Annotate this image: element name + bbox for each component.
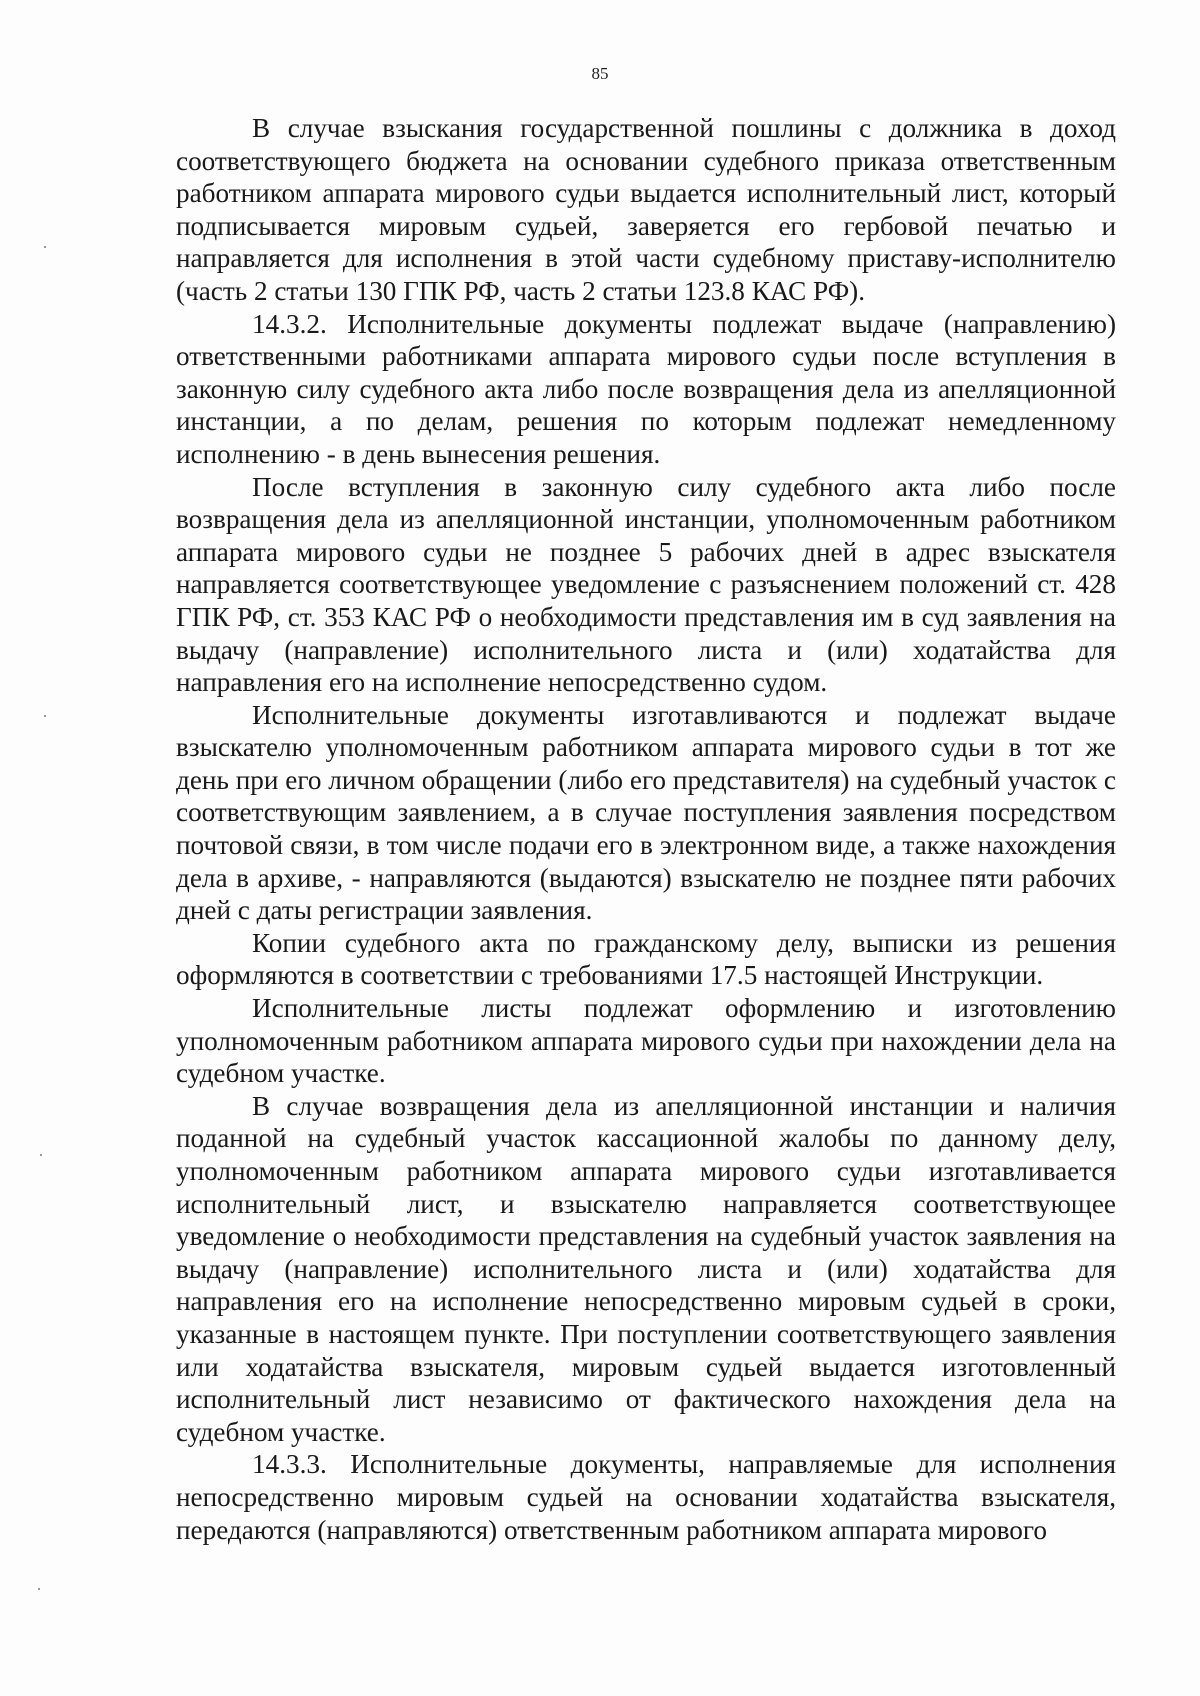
scan-speck xyxy=(38,1588,40,1590)
paragraph: После вступления в законную силу судебного акта либо после возвращения дела из апелляционной инстанции, уполномоченным работником аппарата мирового судьи не позднее 5 рабочих дней в адрес взыскателя направляется соответствующее уведомление с разъяснением положений ст. 428 ГПК РФ, ст. 353 КАС РФ о необходимости представления им в суд заявления на выдачу (направление) исполнительного листа и (или) ходатайства для направления его на исполнение непосредственно судом. xyxy=(176,471,1116,698)
page-number: 85 xyxy=(591,64,609,83)
paragraph: Исполнительные листы подлежат оформлению и изготовлению уполномоченным работником аппарата мирового судьи при нахождении дела на судебном участке. xyxy=(176,993,1116,1089)
paragraph: В случае взыскания государственной пошлины с должника в доход соответствующего бюджета на основании судебного приказа ответственным работником аппарата мирового судьи выдается исполнительный лист, который подписывается мировым судьей, заверяется его гербовой печатью и направляется для исполнения в этой части судебному приставу-исполнителю (часть 2 статьи 130 ГПК РФ, часть 2 статьи 123.8 КАС РФ). xyxy=(176,113,1116,306)
paragraph: Копии судебного акта по гражданскому делу, выписки из решения оформляются в соответствии с требованиями 17.5 настоящей Инструкции. xyxy=(176,927,1116,991)
document-body xyxy=(176,112,1116,1546)
scan-speck xyxy=(40,1154,42,1156)
paragraph: В случае возвращения дела из апелляционной инстанции и наличия поданной на судебный участок кассационной жалобы по данному делу, уполномоченным работником аппарата мирового судьи изготавливается исполнительный лист, и взыскателю направляется соответствующее уведомление о необходимости представления на судебный участок заявления на выдачу (направление) исполнительного листа и (или) ходатайства для направления его на исполнение непосредственно мировым судьей в сроки, указанные в настоящем пункте. При поступлении соответствующего заявления или ходатайства взыскателя, мировым судьей выдается изготовленный исполнительный лист независимо от фактического нахождения дела на судебном участке. xyxy=(176,1090,1116,1447)
scan-speck xyxy=(44,246,46,248)
paragraph: 14.3.2. Исполнительные документы подлежат выдаче (направлению) ответственными работниками аппарата мирового судьи после вступления в законную силу судебного акта либо после возвращения дела из апелляционной инстанции, а по делам, решения по которым подлежат немедленному исполнению - в день вынесения решения. xyxy=(176,308,1116,469)
paragraph: 14.3.3. Исполнительные документы, направляемые для исполнения непосредственно мировым судьей на основании ходатайства взыскателя, передаются (направляются) ответственным работником аппарата мирового xyxy=(176,1449,1116,1545)
scan-speck xyxy=(44,715,46,717)
paragraph: Исполнительные документы изготавливаются и подлежат выдаче взыскателю уполномоченным работником аппарата мирового судьи в тот же день при его личном обращении (либо его представителя) на судебный участок с соответствующим заявлением, а в случае поступления заявления посредством почтовой связи, в том числе подачи его в электронном виде, а также нахождения дела в архиве, - направляются (выдаются) взыскателю не позднее пяти рабочих дней с даты регистрации заявления. xyxy=(176,699,1116,926)
